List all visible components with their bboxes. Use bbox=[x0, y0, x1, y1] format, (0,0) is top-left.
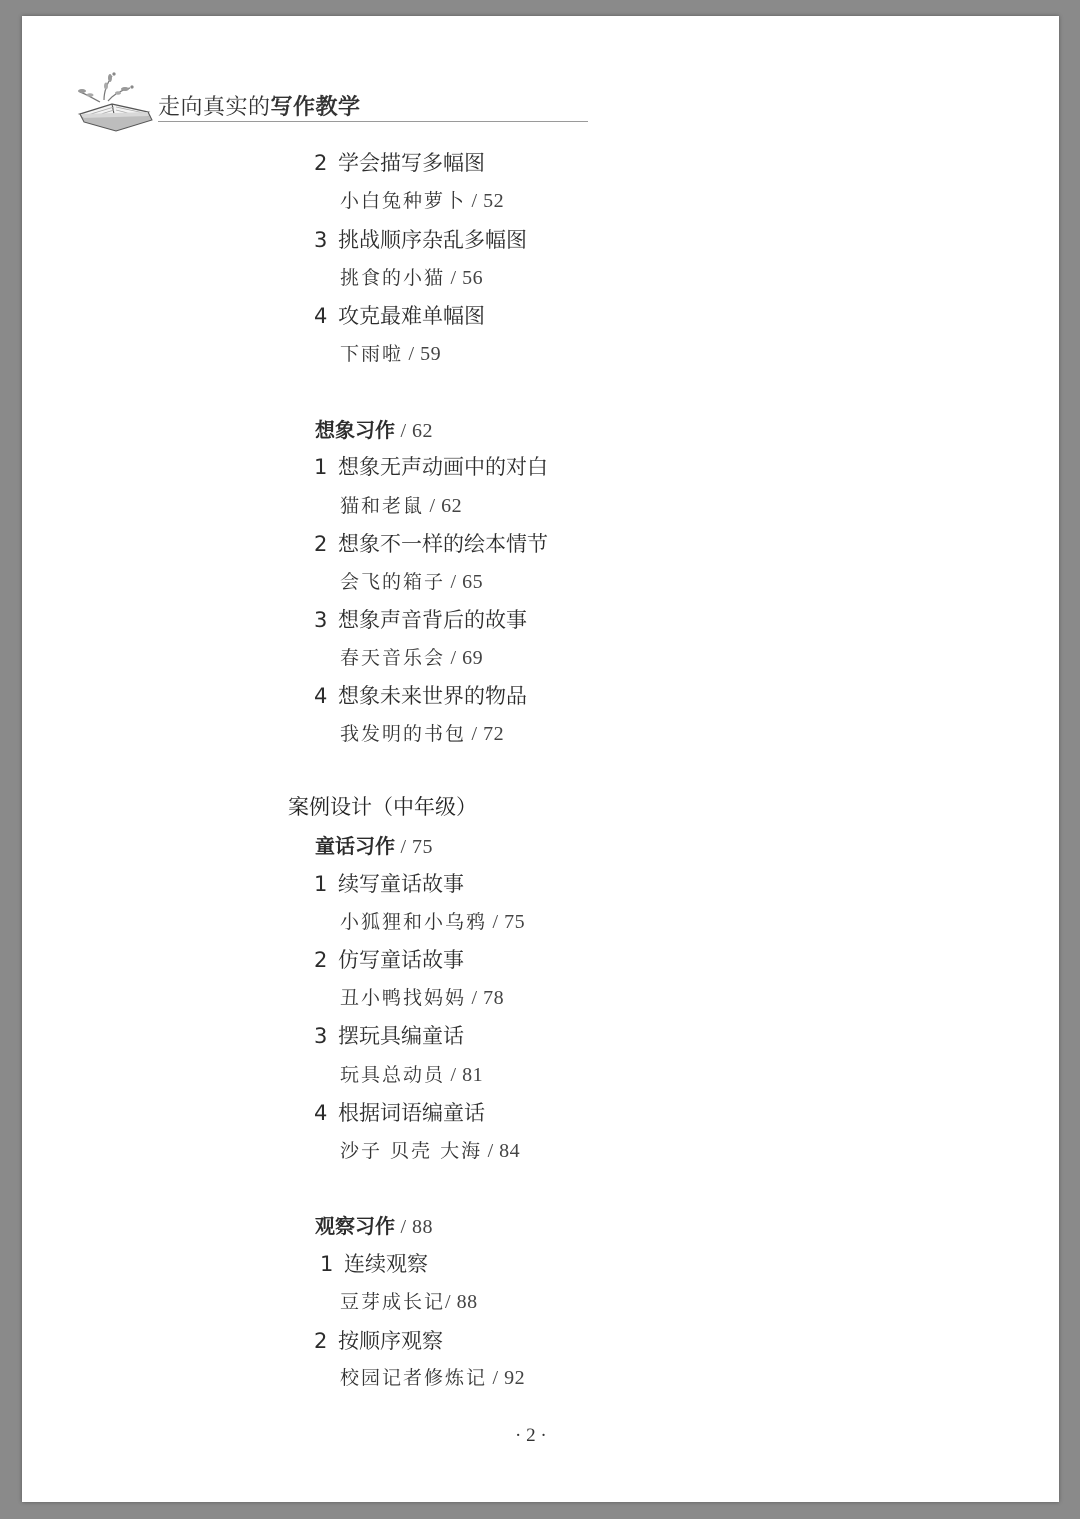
toc-lesson bbox=[340, 191, 504, 211]
chapter-number: 2 bbox=[314, 151, 328, 175]
chapter-number: 1 bbox=[320, 1252, 334, 1276]
page-ref: / 75 bbox=[395, 836, 434, 858]
toc-chapter bbox=[314, 1026, 464, 1047]
chapter-number: 2 bbox=[314, 948, 328, 972]
lesson-title: 我发明的书包 bbox=[340, 723, 467, 745]
toc-section bbox=[315, 1216, 433, 1237]
lesson-title: 丑小鸭找妈妈 bbox=[340, 987, 467, 1009]
lesson-title: 猫和老鼠 bbox=[340, 495, 425, 517]
chapter-number: 3 bbox=[314, 608, 328, 632]
section-title: 想象习作 bbox=[315, 418, 395, 442]
lesson-title: 挑食的小猫 bbox=[340, 267, 446, 289]
toc-lesson bbox=[340, 1141, 520, 1161]
lesson-title: 下雨啦 bbox=[340, 343, 404, 365]
lesson-title: 春天音乐会 bbox=[340, 647, 446, 669]
chapter-title: 想象无声动画中的对白 bbox=[338, 455, 548, 479]
chapter-number: 3 bbox=[314, 1024, 328, 1048]
running-header-title-bold: 写作教学 bbox=[270, 95, 361, 120]
chapter-title: 挑战顺序杂乱多幅图 bbox=[338, 228, 527, 252]
chapter-title: 按顺序观察 bbox=[338, 1329, 443, 1353]
section-title: 观察习作 bbox=[315, 1214, 395, 1238]
page-ref: / 56 bbox=[445, 267, 484, 289]
toc-chapter bbox=[314, 534, 548, 555]
lesson-title: 校园记者修炼记 bbox=[340, 1367, 488, 1389]
chapter-title: 想象未来世界的物品 bbox=[338, 684, 527, 708]
page-ref: / 92 bbox=[487, 1367, 526, 1389]
page-ref: / 69 bbox=[445, 647, 484, 669]
toc-lesson bbox=[340, 1065, 483, 1085]
chapter-number: 1 bbox=[314, 455, 328, 479]
chapter-title: 摆玩具编童话 bbox=[338, 1024, 464, 1048]
chapter-number: 3 bbox=[314, 228, 328, 252]
chapter-number: 1 bbox=[314, 872, 328, 896]
lesson-title: 沙子 贝壳 大海 bbox=[340, 1140, 483, 1162]
toc-chapter bbox=[314, 153, 485, 174]
toc-part-heading: 案例设计（中年级） bbox=[288, 795, 477, 819]
chapter-title: 学会描写多幅图 bbox=[338, 151, 485, 175]
chapter-number: 4 bbox=[314, 1101, 328, 1125]
chapter-number: 4 bbox=[314, 684, 328, 708]
toc-chapter bbox=[314, 1331, 443, 1352]
chapter-title: 连续观察 bbox=[344, 1252, 428, 1276]
chapter-title: 仿写童话故事 bbox=[338, 948, 464, 972]
toc-lesson bbox=[340, 344, 441, 364]
toc-chapter bbox=[320, 1254, 428, 1275]
chapter-number: 2 bbox=[314, 1329, 328, 1353]
chapter-number: 4 bbox=[314, 304, 328, 328]
toc-chapter bbox=[314, 950, 464, 971]
page-ref: / 65 bbox=[445, 571, 484, 593]
toc-chapter bbox=[314, 306, 485, 327]
page-ref: / 88 bbox=[395, 1216, 434, 1238]
page-ref: / 75 bbox=[487, 911, 526, 933]
toc-lesson bbox=[340, 1292, 478, 1312]
page-number: · 2 · bbox=[515, 1425, 547, 1446]
toc-chapter bbox=[314, 610, 527, 631]
toc-lesson bbox=[340, 496, 462, 516]
open-book-icon bbox=[70, 68, 170, 132]
toc-lesson bbox=[340, 268, 483, 288]
page-ref: / 62 bbox=[395, 420, 434, 442]
lesson-title: 小狐狸和小乌鸦 bbox=[340, 911, 488, 933]
chapter-number: 2 bbox=[314, 532, 328, 556]
header-rule bbox=[158, 121, 588, 122]
page-ref: / 84 bbox=[482, 1140, 521, 1162]
toc-lesson bbox=[340, 988, 504, 1008]
page-ref: / 72 bbox=[466, 723, 505, 745]
toc-chapter bbox=[314, 686, 527, 707]
page-ref: / 88 bbox=[445, 1291, 478, 1313]
document-page bbox=[22, 16, 1059, 1502]
chapter-title: 想象声音背后的故事 bbox=[338, 608, 527, 632]
section-title: 童话习作 bbox=[315, 834, 395, 858]
toc-lesson bbox=[340, 1368, 525, 1388]
chapter-title: 攻克最难单幅图 bbox=[338, 304, 485, 328]
lesson-title: 会飞的箱子 bbox=[340, 571, 446, 593]
running-header-title bbox=[158, 90, 361, 121]
toc-lesson bbox=[340, 648, 483, 668]
toc-chapter bbox=[314, 1103, 485, 1124]
page-ref: / 78 bbox=[466, 987, 505, 1009]
toc-section bbox=[315, 836, 433, 857]
running-header-title-plain: 走向真实的 bbox=[158, 95, 271, 120]
chapter-title: 续写童话故事 bbox=[338, 872, 464, 896]
chapter-title: 根据词语编童话 bbox=[338, 1101, 485, 1125]
toc-lesson bbox=[340, 572, 483, 592]
toc-chapter bbox=[314, 457, 548, 478]
page-ref: / 59 bbox=[403, 343, 442, 365]
page-ref: / 81 bbox=[445, 1064, 484, 1086]
page-ref: / 52 bbox=[466, 190, 505, 212]
toc-lesson bbox=[340, 912, 525, 932]
lesson-title: 豆芽成长记 bbox=[340, 1291, 446, 1313]
lesson-title: 玩具总动员 bbox=[340, 1064, 446, 1086]
toc-lesson bbox=[340, 724, 504, 744]
toc-chapter bbox=[314, 230, 527, 251]
page-ref: / 62 bbox=[424, 495, 463, 517]
chapter-title: 想象不一样的绘本情节 bbox=[338, 532, 548, 556]
toc-section bbox=[315, 420, 433, 441]
lesson-title: 小白兔种萝卜 bbox=[340, 190, 467, 212]
toc-chapter bbox=[314, 874, 464, 895]
